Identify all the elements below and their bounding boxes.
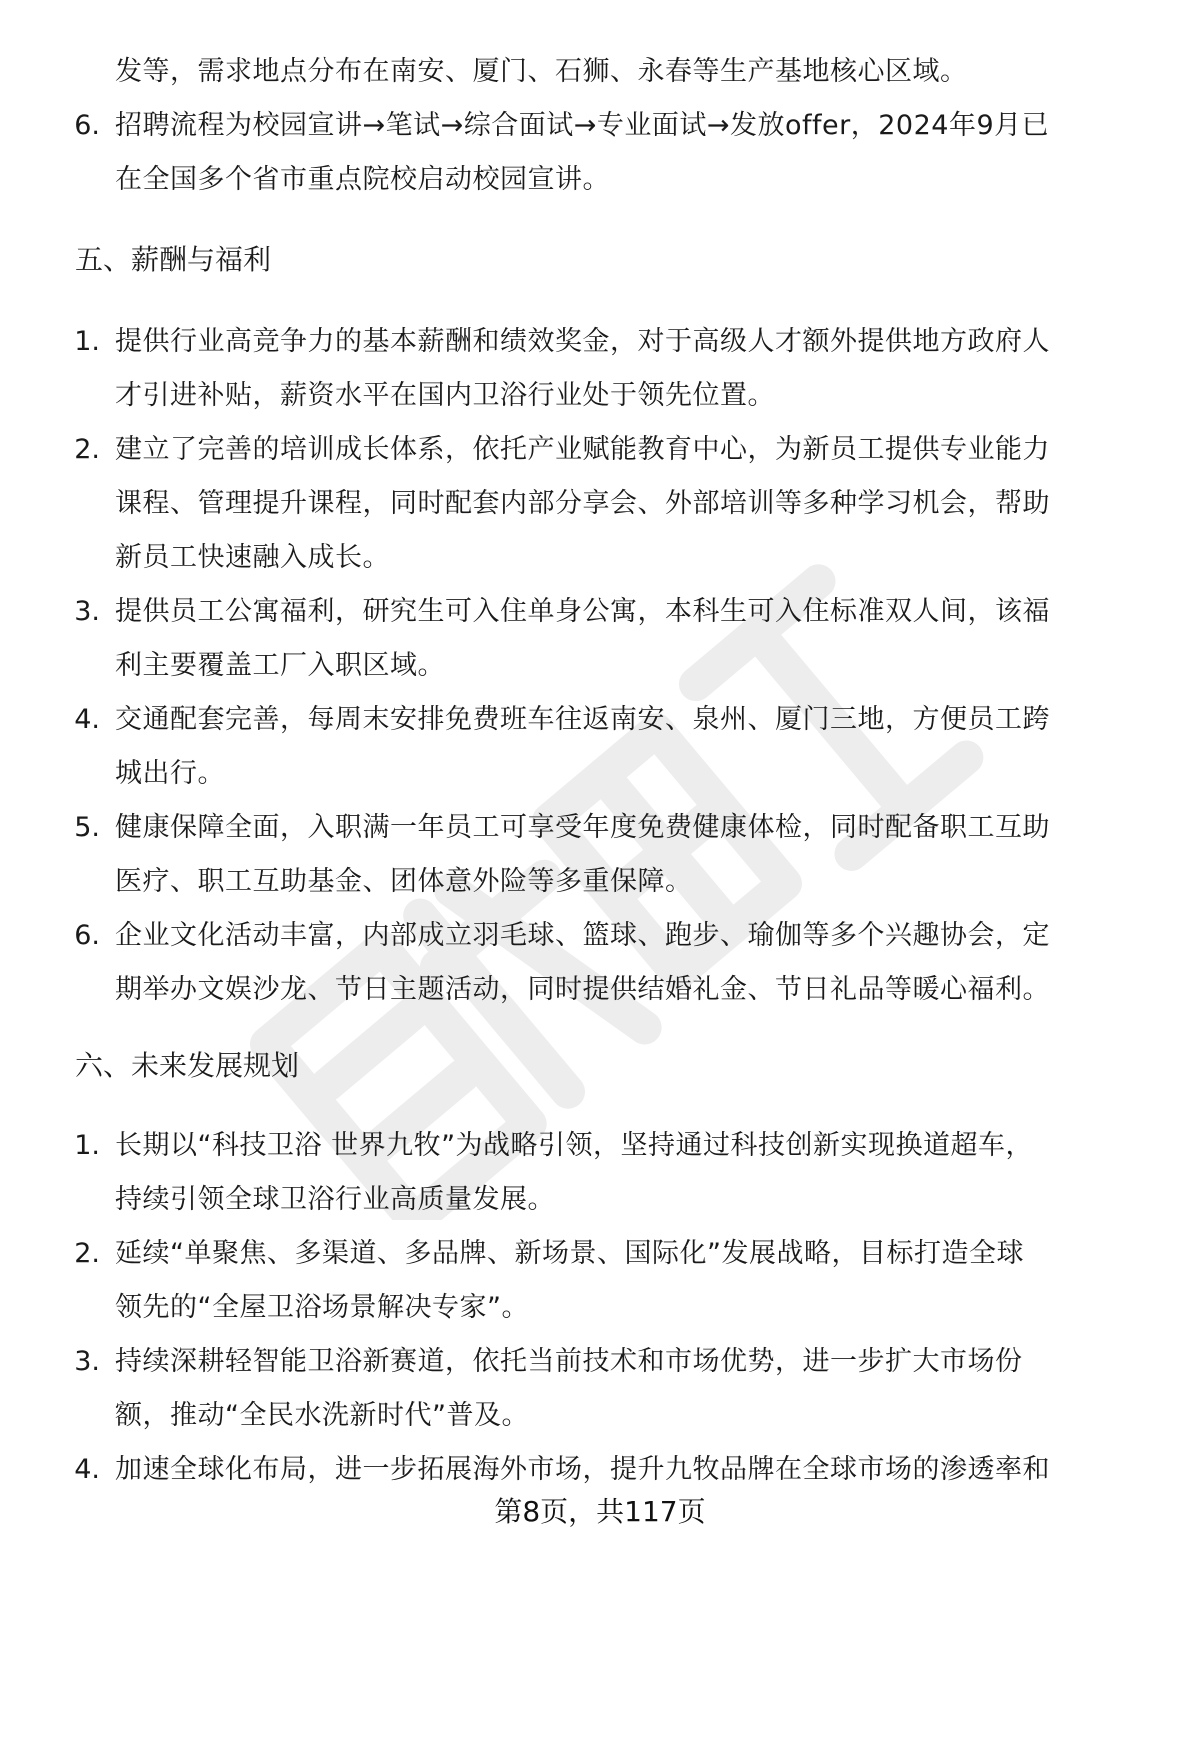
section-heading: 六、未来发展规划 — [75, 1049, 300, 1082]
list-item-text: 长期以“科技卫浴 世界九牧”为战略引领，坚持通过科技创新实现换道超车， — [115, 1130, 1034, 1161]
list-item-text: 持续引领全球卫浴行业高质量发展。 — [115, 1184, 555, 1215]
list-item-text: 提供员工公寓福利，研究生可入住单身公寓，本科生可入住标准双人间，该福 — [115, 596, 1050, 627]
list-number: 1. — [74, 1130, 100, 1161]
list-item-text: 领先的“全屋卫浴场景解决专家”。 — [115, 1292, 529, 1323]
list-item-text: 在全国多个省市重点院校启动校园宣讲。 — [115, 164, 610, 195]
list-item-text: 新员工快速融入成长。 — [115, 542, 390, 573]
list-number: 4. — [74, 704, 100, 735]
list-item-text: 企业文化活动丰富，内部成立羽毛球、篮球、跑步、瑜伽等多个兴趣协会，定 — [115, 920, 1050, 951]
list-item-text: 健康保障全面，入职满一年员工可享受年度免费健康体检，同时配备职工互助 — [115, 812, 1050, 843]
list-item-text: 提供行业高竞争力的基本薪酬和绩效奖金，对于高级人才额外提供地方政府人 — [115, 326, 1050, 357]
list-item-text: 课程、管理提升课程，同时配套内部分享会、外部培训等多种学习机会，帮助 — [115, 488, 1050, 519]
list-item-text: 才引进补贴，薪资水平在国内卫浴行业处于领先位置。 — [115, 380, 775, 411]
list-item-text: 额，推动“全民水洗新时代”普及。 — [115, 1400, 529, 1431]
list-number: 6. — [74, 920, 100, 951]
list-item-text: 加速全球化布局，进一步拓展海外市场，提升九牧品牌在全球市场的渗透率和 — [115, 1454, 1050, 1485]
list-item-text: 持续深耕轻智能卫浴新赛道，依托当前技术和市场优势，进一步扩大市场份 — [115, 1346, 1023, 1377]
continuation-text: 发等，需求地点分布在南安、厦门、石狮、永春等生产基地核心区域。 — [115, 56, 968, 87]
page-number-footer: 第8页，共117页 — [494, 1495, 706, 1528]
list-item-text: 利主要覆盖工厂入职区域。 — [115, 650, 445, 681]
list-item-text: 期举办文娱沙龙、节日主题活动，同时提供结婚礼金、节日礼品等暖心福利。 — [115, 974, 1050, 1005]
list-item-text: 招聘流程为校园宣讲→笔试→综合面试→专业面试→发放offer，2024年9月已 — [115, 110, 1050, 141]
list-number: 1. — [74, 326, 100, 357]
list-number: 4. — [74, 1454, 100, 1485]
list-number: 2. — [74, 434, 100, 465]
list-number: 2. — [74, 1238, 100, 1269]
list-item-text: 医疗、职工互助基金、团体意外险等多重保障。 — [115, 866, 693, 897]
list-number: 6. — [74, 110, 100, 141]
list-number: 3. — [74, 596, 100, 627]
section-heading: 五、薪酬与福利 — [75, 243, 272, 276]
list-item-text: 建立了完善的培训成长体系，依托产业赋能教育中心，为新员工提供专业能力 — [115, 434, 1050, 465]
list-item-text: 延续“单聚焦、多渠道、多品牌、新场景、国际化”发展战略，目标打造全球 — [115, 1238, 1024, 1269]
list-item-text: 交通配套完善，每周末安排免费班车往返南安、泉州、厦门三地，方便员工跨 — [115, 704, 1050, 735]
list-item-text: 城出行。 — [115, 758, 225, 789]
list-number: 3. — [74, 1346, 100, 1377]
list-number: 5. — [74, 812, 100, 843]
